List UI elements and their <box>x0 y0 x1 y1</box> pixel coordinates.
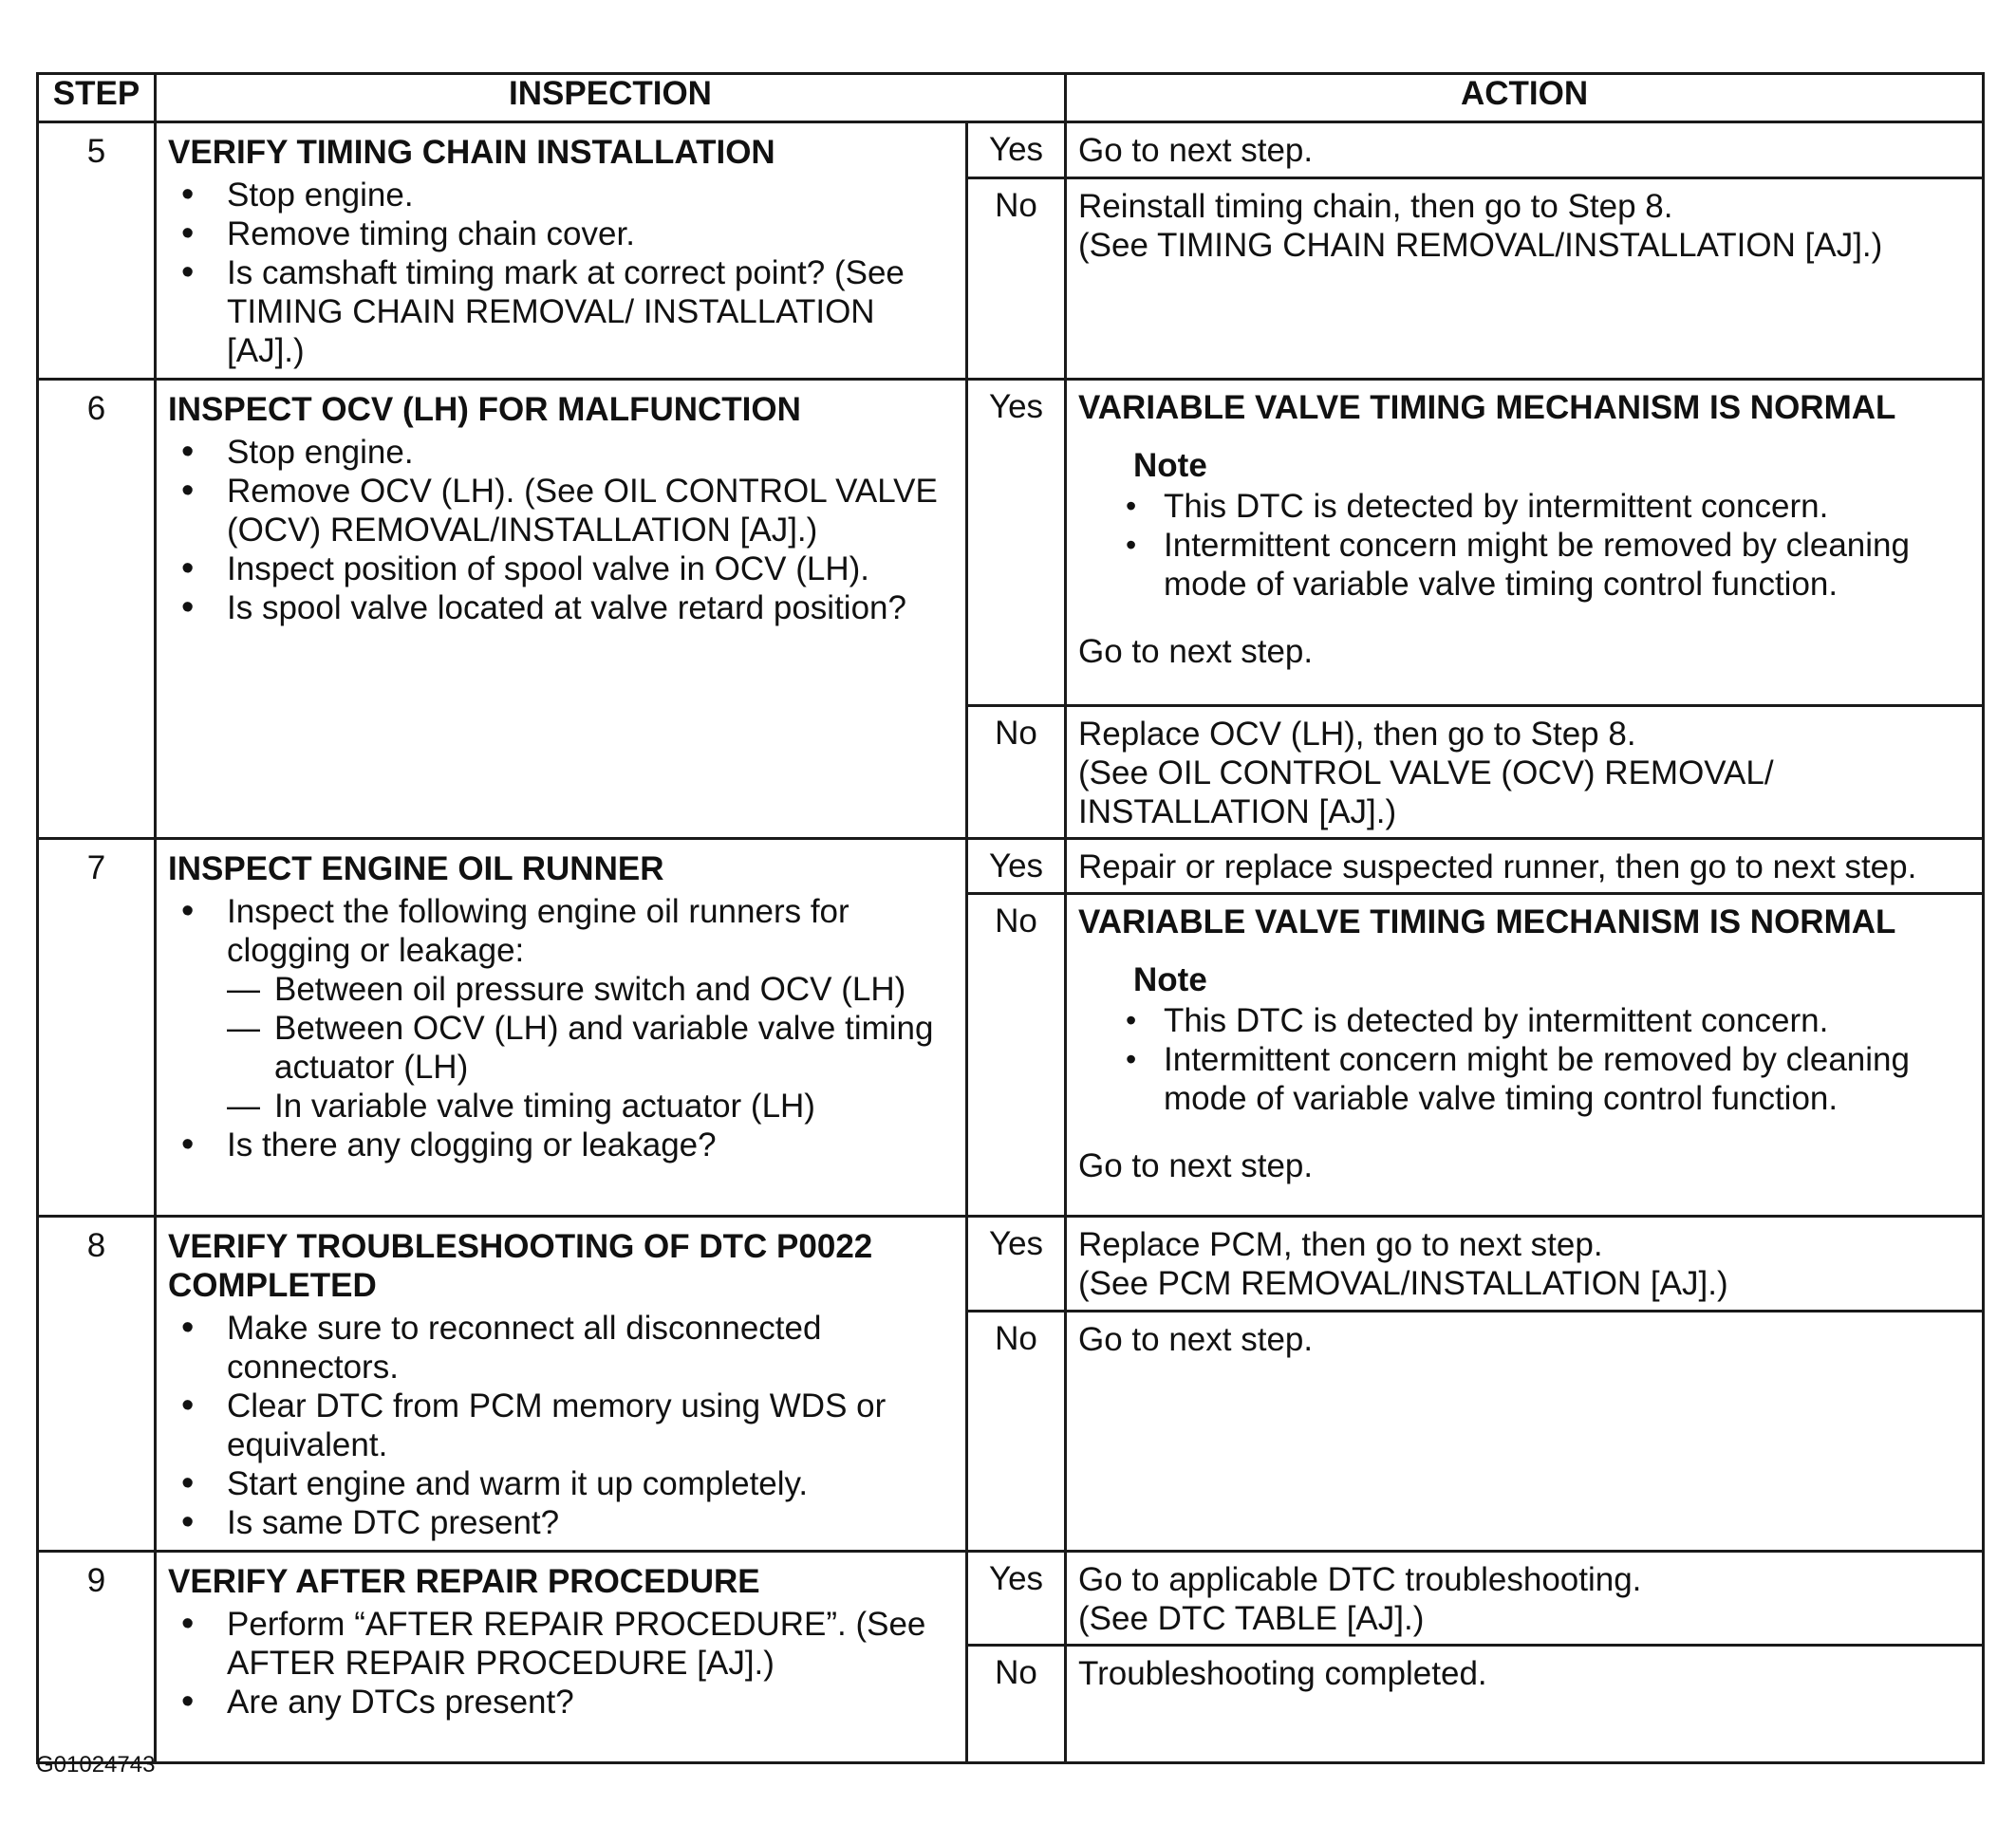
sub-item-list <box>227 970 954 1126</box>
note-item: • This DTC is detected by intermittent concern. <box>1114 487 1970 526</box>
note-block <box>1133 960 1970 1118</box>
sub-item: — Between oil pressure switch and OCV (LH) <box>227 970 954 1009</box>
troubleshooting-table <box>36 72 1985 1764</box>
step-number: 5 <box>38 122 156 380</box>
table-header-row <box>38 74 1984 122</box>
no-action-cell <box>1066 1646 1984 1763</box>
step-number: 8 <box>38 1217 156 1552</box>
note-block <box>1133 446 1970 604</box>
bullet-item <box>168 1309 954 1387</box>
step-number: 6 <box>38 380 156 839</box>
inspection-cell <box>156 839 967 1217</box>
bullet-text: Are any DTCs present? <box>227 1684 574 1721</box>
no-label: No <box>967 1312 1066 1552</box>
bullet-item <box>168 1683 954 1722</box>
action-line: Troubleshooting completed. <box>1078 1655 1487 1692</box>
table-row <box>38 1552 1984 1646</box>
table-row <box>38 380 1984 706</box>
sub-item: — Between OCV (LH) and variable valve timing actuator (LH) <box>227 1009 954 1087</box>
bullet-text: Is same DTC present? <box>227 1504 560 1541</box>
no-action-cell <box>1066 1312 1984 1552</box>
note-title: Note <box>1133 447 1207 484</box>
bullet-item <box>168 1126 954 1164</box>
inspection-bullets <box>168 176 954 370</box>
action-next: Go to next step. <box>1078 1147 1314 1184</box>
inspection-title: INSPECT ENGINE OIL RUNNER <box>168 850 664 887</box>
action-line: Go to applicable DTC troubleshooting. <box>1078 1561 1642 1598</box>
no-label: No <box>967 1646 1066 1763</box>
bullet-text: Inspect the following engine oil runners for clogging or leakage: <box>227 893 849 969</box>
bullet-item <box>168 472 954 549</box>
bullet-item <box>168 1387 954 1464</box>
no-label: No <box>967 894 1066 1217</box>
note-item: • Intermittent concern might be removed by cleaning mode of variable valve timing control function. <box>1114 526 1970 604</box>
bullet-item <box>168 214 954 253</box>
yes-action-cell <box>1066 380 1984 706</box>
yes-label: Yes <box>967 122 1066 178</box>
inspection-cell <box>156 122 967 380</box>
inspection-cell <box>156 1552 967 1763</box>
inspection-bullets <box>168 1605 954 1722</box>
bullet-text: Start engine and warm it up completely. <box>227 1465 809 1502</box>
bullet-item <box>168 1503 954 1542</box>
yes-label: Yes <box>967 839 1066 894</box>
inspection-bullets <box>168 433 954 627</box>
header-inspection: INSPECTION <box>156 74 1066 122</box>
bullet-text: Stop engine. <box>227 177 414 214</box>
bullet-text: Is there any clogging or leakage? <box>227 1126 717 1164</box>
action-result-heading: VARIABLE VALVE TIMING MECHANISM IS NORMAL <box>1078 903 1896 940</box>
bullet-item <box>168 588 954 627</box>
note-item: • This DTC is detected by intermittent concern. <box>1114 1001 1970 1040</box>
inspection-title: INSPECT OCV (LH) FOR MALFUNCTION <box>168 391 801 428</box>
no-action-cell <box>1066 178 1984 380</box>
inspection-bullets <box>168 1309 954 1542</box>
header-step: STEP <box>38 74 156 122</box>
no-action-cell <box>1066 894 1984 1217</box>
bullet-text: Stop engine. <box>227 434 414 471</box>
bullet-text: Is spool valve located at valve retard position? <box>227 589 906 626</box>
action-result-heading: VARIABLE VALVE TIMING MECHANISM IS NORMAL <box>1078 389 1896 426</box>
bullet-item <box>168 1605 954 1683</box>
action-line: Reinstall timing chain, then go to Step 8. <box>1078 188 1673 226</box>
table-row <box>38 1217 1984 1312</box>
inspection-title: VERIFY AFTER REPAIR PROCEDURE <box>168 1563 760 1600</box>
action-line: (See OIL CONTROL VALVE (OCV) REMOVAL/ <box>1078 754 1774 791</box>
bullet-text: Remove timing chain cover. <box>227 215 635 252</box>
table-row <box>38 122 1984 178</box>
yes-label: Yes <box>967 1552 1066 1646</box>
bullet-item <box>168 176 954 214</box>
bullet-item <box>168 1464 954 1503</box>
yes-action-cell <box>1066 1217 1984 1312</box>
bullet-text: Perform “AFTER REPAIR PROCEDURE”. (See AFTER REPAIR PROCEDURE [AJ].) <box>227 1606 926 1682</box>
bullet-text: Make sure to reconnect all disconnected connectors. <box>227 1310 822 1386</box>
inspection-title: VERIFY TROUBLESHOOTING OF DTC P0022 COMPLETED <box>168 1228 873 1304</box>
bullet-text: Is camshaft timing mark at correct point? (See TIMING CHAIN REMOVAL/ INSTALLATION [AJ].) <box>227 254 905 369</box>
yes-label: Yes <box>967 380 1066 706</box>
action-line: Go to next step. <box>1078 1321 1314 1359</box>
header-action: ACTION <box>1066 74 1984 122</box>
inspection-cell <box>156 380 967 839</box>
action-line: Replace OCV (LH), then go to Step 8. <box>1078 716 1636 753</box>
no-label: No <box>967 706 1066 839</box>
action-line: Replace PCM, then go to next step. <box>1078 1226 1603 1263</box>
bullet-text: Remove OCV (LH). (See OIL CONTROL VALVE (OCV) REMOVAL/INSTALLATION [AJ].) <box>227 473 938 549</box>
action-line: INSTALLATION [AJ].) <box>1078 793 1397 830</box>
sub-item: — In variable valve timing actuator (LH) <box>227 1087 954 1126</box>
step-number: 7 <box>38 839 156 1217</box>
yes-action-cell <box>1066 839 1984 894</box>
step-number: 9 <box>38 1552 156 1763</box>
yes-action-cell <box>1066 122 1984 178</box>
inspection-title: VERIFY TIMING CHAIN INSTALLATION <box>168 134 775 171</box>
inspection-bullets <box>168 892 954 1164</box>
action-line: Repair or replace suspected runner, then go to next step. <box>1078 848 1917 885</box>
figure-code: G01024743 <box>36 1752 156 1778</box>
action-line: (See DTC TABLE [AJ].) <box>1078 1600 1425 1637</box>
yes-label: Yes <box>967 1217 1066 1312</box>
bullet-text: Clear DTC from PCM memory using WDS or equivalent. <box>227 1387 887 1463</box>
table-body <box>38 122 1984 1763</box>
bullet-item <box>168 892 954 1126</box>
action-line: Go to next step. <box>1078 132 1314 169</box>
action-line: (See PCM REMOVAL/INSTALLATION [AJ].) <box>1078 1265 1728 1302</box>
bullet-item <box>168 433 954 472</box>
bullet-item <box>168 253 954 370</box>
action-line: (See TIMING CHAIN REMOVAL/INSTALLATION [AJ].) <box>1078 227 1883 265</box>
inspection-cell <box>156 1217 967 1552</box>
troubleshooting-document <box>36 72 1982 1764</box>
no-action-cell <box>1066 706 1984 839</box>
note-title: Note <box>1133 961 1207 998</box>
table-row <box>38 839 1984 894</box>
bullet-text: Inspect position of spool valve in OCV (LH). <box>227 550 869 587</box>
no-label: No <box>967 178 1066 380</box>
bullet-item <box>168 549 954 588</box>
yes-action-cell <box>1066 1552 1984 1646</box>
note-item: • Intermittent concern might be removed by cleaning mode of variable valve timing control function. <box>1114 1040 1970 1118</box>
action-next: Go to next step. <box>1078 633 1314 670</box>
